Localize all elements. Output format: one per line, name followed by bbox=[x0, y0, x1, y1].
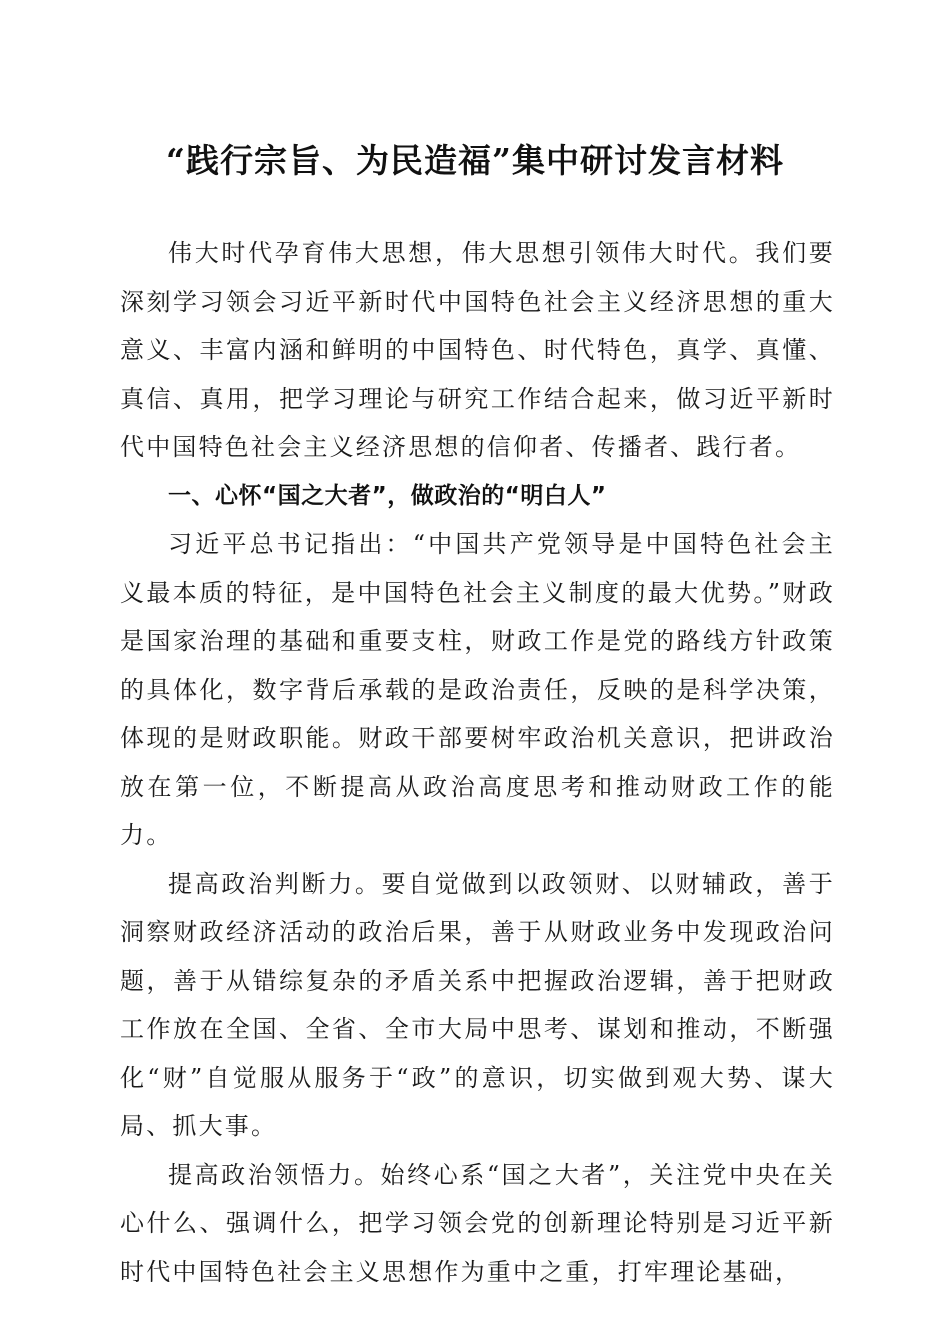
body-paragraph: 提高政治领悟力。始终心系“国之大者”，关注党中央在关心什么、强调什么，把学习领会党的创新理论特别是习近平新时代中国特色社会主义思想作为重中之重，打牢理论基础， bbox=[120, 1160, 835, 1286]
document-body bbox=[120, 229, 835, 1296]
body-paragraph: 习近平总书记指出：“中国共产党领导是中国特色社会主义最本质的特征，是中国特色社会主义制度的最大优势。”财政是国家治理的基础和重要支柱，财政工作是党的路线方针政策的具体化，数字背后承载的是政治责任，反映的是科学决策，体现的是财政职能。财政干部要树牢政治机关意识，把讲政治放在第一位，不断提高从政治高度思考和推动财政工作的能力。 bbox=[120, 530, 835, 849]
intro-paragraph: 伟大时代孕育伟大思想，伟大思想引领伟大时代。我们要深刻学习领会习近平新时代中国特色社会主义经济思想的重大意义、丰富内涵和鲜明的中国特色、时代特色，真学、真懂、真信、真用，把学习理论与研究工作结合起来，做习近平新时代中国特色社会主义经济思想的信仰者、传播者、践行者。 bbox=[120, 239, 835, 461]
document-title: “践行宗旨、为民造福”集中研讨发言材料 bbox=[166, 141, 784, 180]
section-heading: 一、心怀“国之大者”，做政治的“明白人” bbox=[168, 482, 607, 509]
body-paragraph: 提高政治判断力。要自觉做到以政领财、以财辅政，善于洞察财政经济活动的政治后果，善于从财政业务中发现政治问题，善于从错综复杂的矛盾关系中把握政治逻辑，善于把财政工作放在全国、全省、全市大局中思考、谋划和推动，不断强化“财”自觉服从服务于“政”的意识，切实做到观大势、谋大局、抓大事。 bbox=[120, 869, 835, 1140]
